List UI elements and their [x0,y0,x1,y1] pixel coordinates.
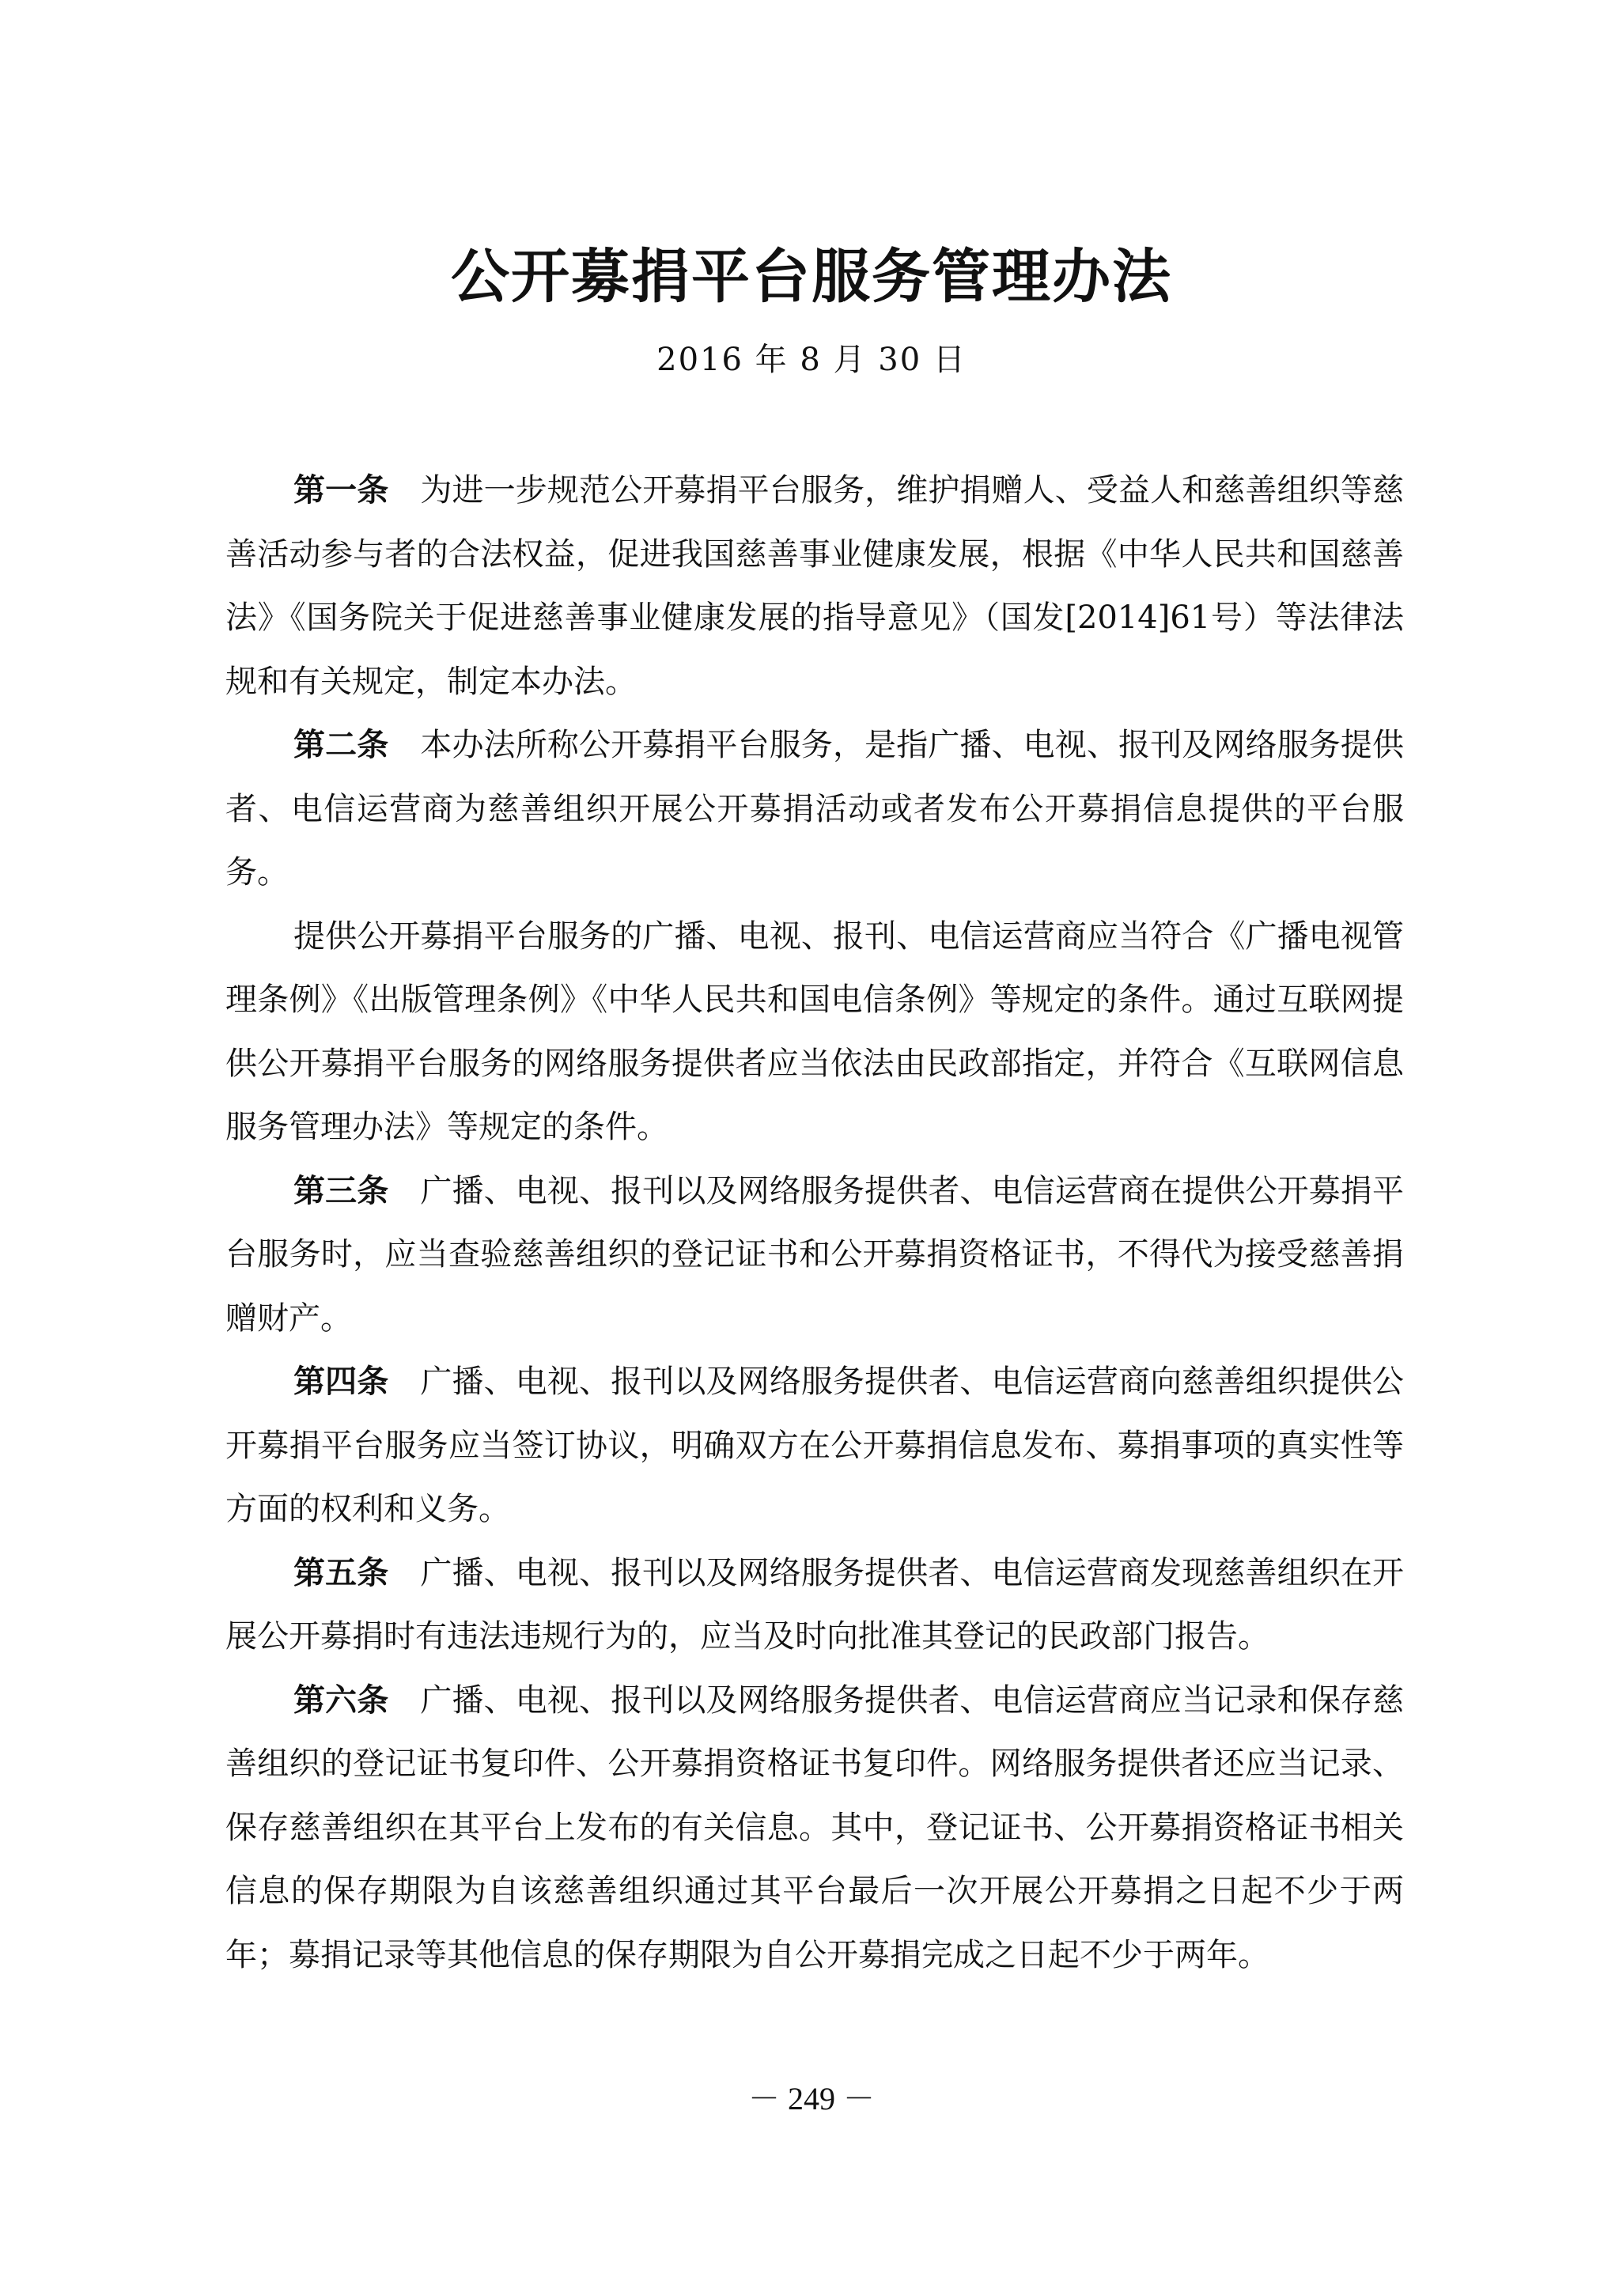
article-text: 广播、电视、报刊以及网络服务提供者、电信运营商向慈善组织提供公开募捐平台服务应当签订协议，明确双方在公开募捐信息发布、募捐事项的真实性等方面的权利和义务。 [225,1364,1405,1527]
article-label: 第三条 [293,1171,389,1209]
article-4 [225,1350,1404,1541]
article-2-continuation: 提供公开募捐平台服务的广播、电视、报刊、电信运营商应当符合《广播电视管理条例》《出版管理条例》《中华人民共和国电信条例》等规定的条件。通过互联网提供公开募捐平台服务的网络服务提供者应当依法由民政部指定，并符合《互联网信息服务管理办法》等规定的条件。 [225,917,1404,1145]
article-3 [225,1159,1404,1351]
article-2 [225,713,1404,905]
article-text: 广播、电视、报刊以及网络服务提供者、电信运营商在提供公开募捐平台服务时，应当查验慈善组织的登记证书和公开募捐资格证书，不得代为接受慈善捐赠财产。 [225,1172,1405,1337]
article-label: 第一条 [293,471,389,509]
article-text: 本办法所称公开募捐平台服务，是指广播、电视、报刊及网络服务提供者、电信运营商为慈善组织开展公开募捐活动或者发布公开募捐信息提供的平台服务。 [225,727,1405,891]
article-text: 广播、电视、报刊以及网络服务提供者、电信运营商发现慈善组织在开展公开募捐时有违法违规行为的，应当及时向批准其登记的民政部门报告。 [225,1554,1405,1655]
page-number: － 249 － [748,2081,875,2116]
article-label: 第六条 [293,1681,389,1719]
document-body [225,459,1404,1987]
article-1 [225,459,1404,713]
article-5 [225,1541,1404,1669]
document-title: 公开募捐平台服务管理办法 [451,243,1172,311]
article-text: 为进一步规范公开募捐平台服务，维护捐赠人、受益人和慈善组织等慈善活动参与者的合法权益，促进我国慈善事业健康发展，根据《中华人民共和国慈善法》《国务院关于促进慈善事业健康发展的指导意见》（国发[2014]61号）等法律法规和有关规定，制定本办法。 [225,472,1405,700]
article-text: 广播、电视、报刊以及网络服务提供者、电信运营商应当记录和保存慈善组织的登记证书复印件、公开募捐资格证书复印件。网络服务提供者还应当记录、保存慈善组织在其平台上发布的有关信息。其中，登记证书、公开募捐资格证书相关信息的保存期限为自该慈善组织通过其平台最后一次开展公开募捐之日起不少于两年；募捐记录等其他信息的保存期限为自公开募捐完成之日起不少于两年。 [225,1681,1405,1973]
article-label: 第五条 [293,1553,389,1591]
article-6 [225,1669,1404,1988]
article-label: 第二条 [293,726,389,763]
document-date: 2016 年 8 月 30 日 [656,342,967,378]
article-label: 第四条 [293,1363,389,1400]
